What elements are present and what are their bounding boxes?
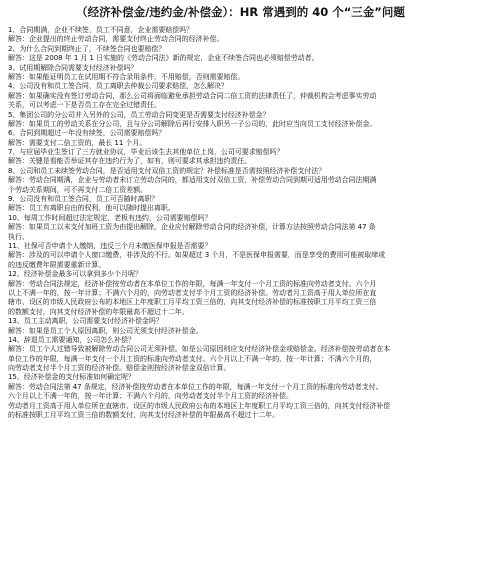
answer-line: 六个月以上不满一年的，按一年计算；不满六个月的，向劳动者支付半个月工资的经济补偿。 bbox=[8, 392, 293, 401]
answer-line: 解答：劳动合同法第 47 条规定，经济补偿按劳动者在本单位工作的年限，每满一年支付一个月工资的标准向劳动者支付。 bbox=[8, 382, 383, 391]
question-line: 9、公司没有和员工签合同，员工可否随时离职？ bbox=[8, 195, 159, 204]
answer-line: 执行。 bbox=[8, 232, 29, 241]
question-line: 14、辞退员工需要通知，公司怎么补偿？ bbox=[8, 335, 135, 344]
answer-line: 关系，可以考虑一下是否员工存在完全过错责任。 bbox=[8, 101, 161, 110]
question-line: 15、经济补偿金的支付标准如何确定呢？ bbox=[8, 373, 135, 382]
answer-line: 解答：如果是员工个人原因离职，则公司无须支付经济补偿金。 bbox=[8, 326, 203, 335]
question-line: 5、集团公司的分公司并入另外的公司，员工劳动合同变更是否需要支付经济补偿金？ bbox=[8, 110, 270, 119]
answer-line: 辖市、设区的市级人民政府公布的本地区上年度职工月平均工资三倍的，向其支付经济补偿的标准按职工月平均工资三倍 bbox=[8, 298, 377, 307]
answer-line: 解答：关键是看能否举证其存在违约行为了，如有，则可要求其承担违约责任。 bbox=[8, 157, 252, 166]
answer-line: 的违反缴费年限需要重新计算。 bbox=[8, 260, 106, 269]
question-line: 6、合同到期超过一年没有续签，公司需要赔偿吗？ bbox=[8, 129, 166, 138]
answer-line: 劳动者月工资高于用人单位所在直辖市、设区的市级人民政府公布的本地区上年度职工月平均工资三倍的，向其支付经济补偿 bbox=[8, 401, 391, 410]
question-line: 10、每周工作时间超过法定规定，老板有违约，公司需要赔偿吗？ bbox=[8, 213, 212, 222]
answer-line: 单位工作的年限，每满一年支付一个月工资的标准向劳动者支付。六个月以上不满一年的，按一年计算；不满六个月的， bbox=[8, 354, 377, 363]
question-line: 1、合同期满，企业不续签，员工不同意，企业需要赔偿吗？ bbox=[8, 26, 194, 34]
document-title: （经济补偿金/违约金/补偿金）：HR 常遇到的 40 个“三金”问题 bbox=[76, 5, 405, 19]
question-line: 8、公司和员工未续签劳动合同，是否适用支付双倍工资的规定？补偿标准是否需按照经济补偿支付法？ bbox=[8, 166, 326, 175]
question-line: 7、与应届毕业生签订了三方就业协议，毕业后该生去其他单位上岗，公司可要求赔偿吗？ bbox=[8, 148, 284, 157]
answer-line: 解答：这是 2008 年 1 月 1 日实施的《劳动合同法》新的规定，企业不续签合同也必须赔偿劳动者。 bbox=[8, 54, 319, 63]
question-line: 3、试用期解除合同需要支付经济补偿吗？ bbox=[8, 63, 138, 72]
answer-line: 的数额支付，向其支付经济补偿的年限最高不超过十二年。 bbox=[8, 307, 189, 316]
answer-line: 解答：涉及的可以申请个人窗口缴费，非涉及的不行。如果超过 3 个月，不是医保申报需要，而是享受的费用可能被取缔或 bbox=[8, 251, 386, 260]
answer-line: 解答：如果能证明员工在试用期不符合录用条件，不用赔偿，否则需要赔偿。 bbox=[8, 72, 245, 81]
answer-line: 解答：企业提出的终止劳动合同，需要支付终止劳动合同的经济补偿。 bbox=[8, 35, 224, 44]
answer-line: 解答：员工有离职自由的权利，他可以随时提出离职。 bbox=[8, 204, 175, 213]
answer-line: 解答：劳动合同期满，企业与劳动者未订立劳动合同的，都适用支付双倍工资，补偿劳动合同到期可适用劳动合同法期满 bbox=[8, 176, 377, 185]
answer-line: 解答：如果员工的劳动关系在分公司，且与分公司解除后再行安排入职另一子公司的，此时应当向员工支付经济补偿金。 bbox=[8, 119, 377, 128]
answer-line: 向劳动者支付半个月工资的经济补偿。赔偿金则按经济补偿金双倍计算。 bbox=[8, 364, 231, 373]
answer-line: 的标准按职工月平均工资三倍的数额支付，向其支付经济补偿的年限最高不超过十二年。 bbox=[8, 411, 280, 420]
document-body bbox=[8, 26, 473, 420]
answer-line: 解答：劳动合同法规定，经济补偿按劳动者在本单位工作的年限，每满一年支付一个月工资的标准向劳动者支付。六个月 bbox=[8, 279, 377, 288]
question-line: 4、公司没有和员工签合同，员工离职去仲裁公司要求赔偿，怎么解决？ bbox=[8, 82, 228, 91]
answer-line: 解答：需要支付二倍工资的，最长 11 个月。 bbox=[8, 138, 147, 147]
answer-line: 解答：员工个人过错导致被解除劳动合同公司无须补偿。如是公司原因则应支付经济补偿金或赔偿金。经济补偿按劳动者在本 bbox=[8, 345, 391, 354]
answer-line: 解答：如果员工以未支付加班工资为由提出解除，企业应付解除劳动合同的经济补偿，计算方法按照劳动合同法第 47 条 bbox=[8, 223, 376, 232]
answer-line: 个劳动关系期间，可不再支付二倍工资差额。 bbox=[8, 185, 147, 194]
answer-line: 以上不满一年的，按一年计算；不满六个月的，向劳动者支付半个月工资的经济补偿。劳动者月工资高于用人单位所在直 bbox=[8, 288, 377, 297]
answer-line: 解答：如果确实没有签订劳动合同，那么公司将面临避免承担劳动合同二倍工资的法律责任了，仲裁机构会考虑事实劳动 bbox=[8, 91, 377, 100]
question-line: 2、为什么合同到期终止了，不续签合同也要赔偿？ bbox=[8, 44, 166, 53]
question-line: 12、经济补偿金最多可以拿到多少个月呢？ bbox=[8, 270, 142, 279]
question-line: 11、社保可否申请个人缴纳，违反三个月未缴医保申报是否需要？ bbox=[8, 241, 212, 250]
question-line: 13、员工主动离职，公司需要支付经济补偿金吗？ bbox=[8, 317, 163, 326]
